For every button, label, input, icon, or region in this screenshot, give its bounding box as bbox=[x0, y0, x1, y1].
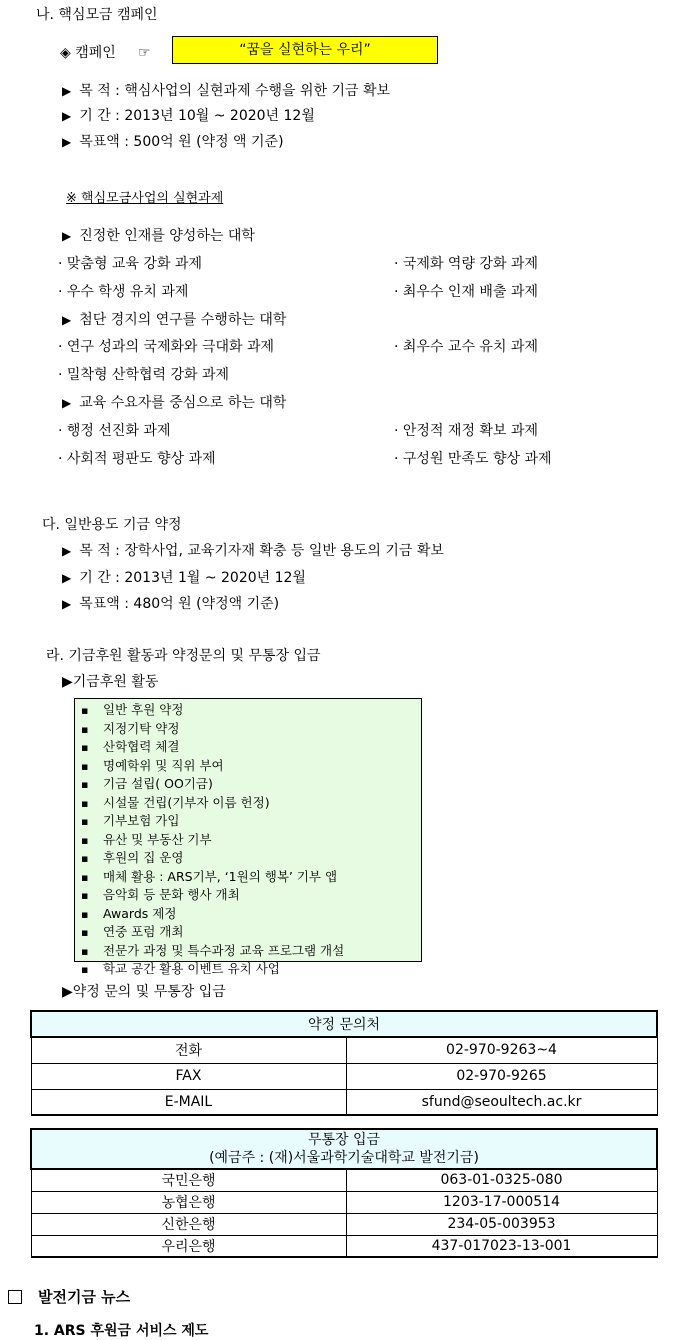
task-item: · 최우수 교수 유치 과제 bbox=[394, 339, 538, 355]
group-title: ▶ 첨단 경지의 연구를 수행하는 대학 bbox=[62, 312, 287, 328]
list-item: ▪ 학교 공간 활용 이벤트 유치 사업 bbox=[81, 960, 421, 979]
bank-name: 농협은행 bbox=[31, 1191, 346, 1213]
group-title: ▶ 진정한 인재를 양성하는 대학 bbox=[62, 228, 255, 244]
list-item: ▪ 음악회 등 문화 행사 개최 bbox=[81, 886, 421, 905]
list-item: ▪ 연중 포럼 개최 bbox=[81, 923, 421, 942]
list-item: ▪ 후원의 집 운영 bbox=[81, 849, 421, 868]
list-item: ▪ 산학협력 체결 bbox=[81, 738, 421, 757]
pointing-hand-icon: ☞ bbox=[138, 45, 151, 61]
account-number: 437-017023-13-001 bbox=[346, 1235, 657, 1257]
task-item: · 최우수 인재 배출 과제 bbox=[394, 284, 538, 300]
fax-number: 02-970-9265 bbox=[346, 1063, 657, 1089]
campaign-purpose: ▶ 목 적 : 핵심사업의 실현과제 수행을 위한 기금 확보 bbox=[62, 83, 391, 99]
activities-box bbox=[74, 698, 422, 976]
table-row bbox=[31, 1063, 657, 1089]
task-item: · 맞춤형 교육 강화 과제 bbox=[58, 256, 202, 272]
campaign-period: ▶ 기 간 : 2013년 10월 ~ 2020년 12월 bbox=[62, 108, 315, 124]
section-na-heading: 나. 핵심모금 캠페인 bbox=[36, 7, 158, 23]
account-number: 1203-17-000514 bbox=[346, 1191, 657, 1213]
task-item: · 밀착형 산학협력 강화 과제 bbox=[58, 367, 230, 383]
list-item: ▪ 지정기탁 약정 bbox=[81, 720, 421, 739]
list-item: ▪ 일반 후원 약정 bbox=[81, 701, 421, 720]
task-item: · 우수 학생 유치 과제 bbox=[58, 284, 189, 300]
list-item: ▪ 기부보험 가입 bbox=[81, 812, 421, 831]
general-purpose: ▶ 목 적 : 장학사업, 교육기자재 확충 등 일반 용도의 기금 확보 bbox=[62, 543, 444, 559]
list-item: ▪ 시설물 건립(기부자 이름 헌정) bbox=[81, 794, 421, 813]
account-number: 234-05-003953 bbox=[346, 1213, 657, 1235]
bank-name: 국민은행 bbox=[31, 1169, 346, 1191]
contact-table-header: 약정 문의처 bbox=[31, 1011, 657, 1037]
bank-name: 우리은행 bbox=[31, 1235, 346, 1257]
table-cell: E-MAIL bbox=[31, 1089, 346, 1115]
table-row bbox=[31, 1213, 657, 1235]
triangle-bullet-icon: ▶ bbox=[62, 571, 72, 585]
campaign-slogan-box bbox=[172, 36, 438, 64]
activities-title: ▶기금후원 활동 bbox=[62, 674, 159, 690]
triangle-bullet-icon: ▶ bbox=[62, 229, 72, 243]
task-item: · 국제화 역량 강화 과제 bbox=[394, 256, 538, 272]
triangle-bullet-icon: ▶ bbox=[62, 396, 72, 410]
task-item: · 행정 선진화 과제 bbox=[58, 423, 171, 439]
list-item: ▪ 기금 설립( OO기금) bbox=[81, 775, 421, 794]
campaign-label: ◈ 캠페인 bbox=[60, 45, 116, 61]
section-da-heading: 다. 일반용도 기금 약정 bbox=[42, 517, 182, 533]
phone-number: 02-970-9263~4 bbox=[346, 1037, 657, 1063]
general-target: ▶ 목표액 : 480억 원 (약정액 기준) bbox=[62, 596, 280, 612]
list-item: ▪ 전문가 과정 및 특수과정 교육 프로그램 개설 bbox=[81, 942, 421, 961]
section-ra-heading: 라. 기금후원 활동과 약정문의 및 무통장 입금 bbox=[46, 648, 321, 664]
account-number: 063-01-0325-080 bbox=[346, 1169, 657, 1191]
triangle-bullet-icon: ▶ bbox=[62, 313, 72, 327]
triangle-bullet-icon: ▶ bbox=[62, 597, 72, 611]
bank-name: 신한은행 bbox=[31, 1213, 346, 1235]
inquiry-title: ▶약정 문의 및 무통장 입금 bbox=[62, 984, 226, 1000]
news-heading: 발전기금 뉴스 bbox=[38, 1288, 131, 1306]
list-item: ▪ 매체 활용 : ARS기부, ‘1원의 행복’ 기부 앱 bbox=[81, 868, 421, 887]
triangle-bullet-icon: ▶ bbox=[62, 109, 72, 123]
table-row bbox=[31, 1089, 657, 1115]
list-item: ▪ 명예학위 및 직위 부여 bbox=[81, 757, 421, 776]
task-item: · 안정적 재정 확보 과제 bbox=[394, 423, 538, 439]
checkbox-icon bbox=[8, 1290, 22, 1304]
table-row bbox=[31, 1191, 657, 1213]
triangle-bullet-icon: ▶ bbox=[62, 84, 72, 98]
triangle-bullet-icon: ▶ bbox=[62, 135, 72, 149]
email-address: sfund@seoultech.ac.kr bbox=[346, 1089, 657, 1115]
list-item: ▪ Awards 제정 bbox=[81, 905, 421, 924]
group-title: ▶ 교육 수요자를 중심으로 하는 대학 bbox=[62, 395, 287, 411]
bank-table-header: 무통장 입금 (예금주 : (재)서울과학기술대학교 발전기금) bbox=[31, 1129, 657, 1169]
task-item: · 구성원 만족도 향상 과제 bbox=[394, 451, 552, 467]
news-item: 1. ARS 후원금 서비스 제도 bbox=[34, 1323, 209, 1339]
task-item: · 연구 성과의 국제화와 극대화 과제 bbox=[58, 339, 275, 355]
table-row bbox=[31, 1235, 657, 1257]
campaign-slogan: “꿈을 실현하는 우리” bbox=[239, 42, 371, 58]
table-row bbox=[31, 1169, 657, 1191]
table-cell: 전화 bbox=[31, 1037, 346, 1063]
general-period: ▶ 기 간 : 2013년 1월 ~ 2020년 12월 bbox=[62, 570, 306, 586]
campaign-target: ▶ 목표액 : 500억 원 (약정 액 기준) bbox=[62, 134, 284, 150]
contact-table bbox=[30, 1010, 658, 1116]
triangle-bullet-icon: ▶ bbox=[62, 544, 72, 558]
list-item: ▪ 유산 및 부동산 기부 bbox=[81, 831, 421, 850]
table-cell: FAX bbox=[31, 1063, 346, 1089]
bank-table bbox=[30, 1128, 658, 1258]
task-item: · 사회적 평판도 향상 과제 bbox=[58, 451, 216, 467]
core-tasks-note: ※ 핵심모금사업의 실현과제 bbox=[66, 191, 224, 206]
table-row bbox=[31, 1037, 657, 1063]
